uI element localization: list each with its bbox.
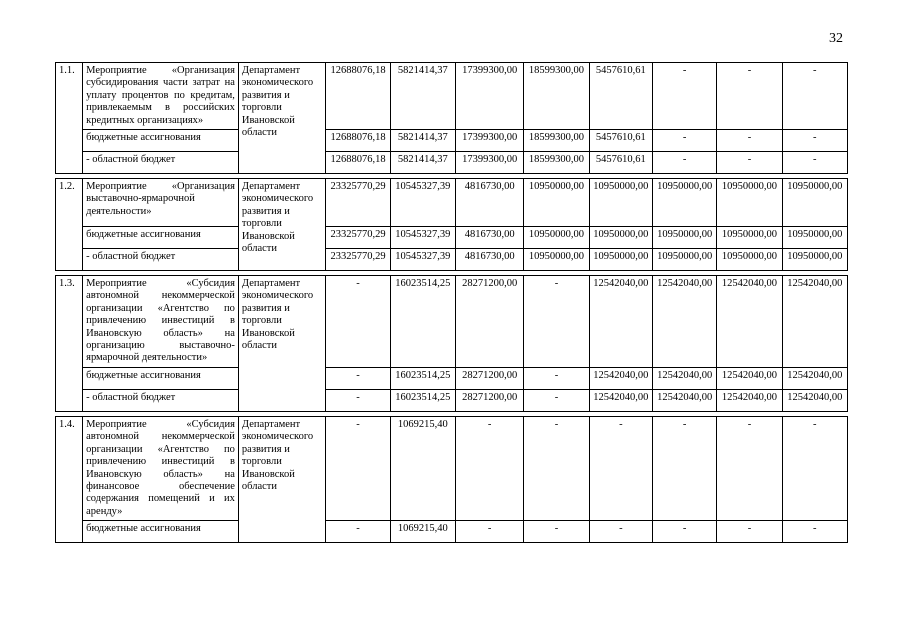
budget-value-5: 10950000,00 (589, 227, 652, 249)
measure-title: Мероприятие «Субсидия автономной некоммерческой организации «Агентство по привлечению инвестиций в Ивановскую область» на организацию выставочно-ярмарочной деятельности» (83, 276, 239, 368)
budget-value-1: - (326, 368, 390, 390)
measure-value-4: - (524, 417, 589, 521)
regional-value-7: - (717, 152, 782, 174)
budget-value-6: - (652, 521, 716, 543)
measure-value-1: 23325770,29 (326, 179, 390, 227)
budget-value-5: - (589, 521, 652, 543)
row-index: 1.4. (56, 417, 83, 543)
budget-value-3: 4816730,00 (455, 227, 523, 249)
responsible-department: Департамент экономического развития и торговли Ивановской области (238, 179, 325, 271)
budget-value-3: 28271200,00 (455, 368, 523, 390)
measure-value-8: - (782, 63, 847, 130)
measure-value-3: 28271200,00 (455, 276, 523, 368)
measure-value-6: 10950000,00 (652, 179, 716, 227)
regional-value-3: 4816730,00 (455, 249, 523, 271)
budget-value-1: 12688076,18 (326, 130, 390, 152)
budget-value-8: 12542040,00 (782, 368, 847, 390)
responsible-department: Департамент экономического развития и торговли Ивановской области (238, 276, 325, 412)
measure-title: Мероприятие «Организация выставочно-ярмарочной деятельности» (83, 179, 239, 227)
table-body (56, 63, 848, 543)
measure-value-1: - (326, 276, 390, 368)
budget-allocations-label: бюджетные ассигнования (83, 130, 239, 152)
regional-value-3: 28271200,00 (455, 390, 523, 412)
measure-value-4: 18599300,00 (524, 63, 589, 130)
measure-value-5: 12542040,00 (589, 276, 652, 368)
table-row (56, 521, 848, 543)
table-row (56, 368, 848, 390)
measure-value-3: 17399300,00 (455, 63, 523, 130)
measure-value-5: - (589, 417, 652, 521)
measure-value-2: 10545327,39 (390, 179, 455, 227)
budget-value-7: 10950000,00 (717, 227, 782, 249)
table-row (56, 152, 848, 174)
regional-value-2: 5821414,37 (390, 152, 455, 174)
regional-value-5: 12542040,00 (589, 390, 652, 412)
measure-value-5: 5457610,61 (589, 63, 652, 130)
budget-value-4: - (524, 368, 589, 390)
budget-value-7: 12542040,00 (717, 368, 782, 390)
row-index: 1.1. (56, 63, 83, 174)
regional-value-6: 12542040,00 (652, 390, 716, 412)
regional-value-3: 17399300,00 (455, 152, 523, 174)
regional-value-8: 10950000,00 (782, 249, 847, 271)
regional-budget-label: - областной бюджет (83, 390, 239, 412)
budget-allocations-label: бюджетные ассигнования (83, 368, 239, 390)
budget-value-4: - (524, 521, 589, 543)
measure-value-2: 16023514,25 (390, 276, 455, 368)
measure-value-8: - (782, 417, 847, 521)
regional-value-5: 5457610,61 (589, 152, 652, 174)
responsible-department: Департамент экономического развития и торговли Ивановской области (238, 63, 325, 174)
measure-value-7: 10950000,00 (717, 179, 782, 227)
regional-value-4: - (524, 390, 589, 412)
table-row (56, 276, 848, 368)
responsible-department: Департамент экономического развития и торговли Ивановской области (238, 417, 325, 543)
regional-value-2: 16023514,25 (390, 390, 455, 412)
page-number: 32 (829, 31, 843, 46)
budget-value-6: 12542040,00 (652, 368, 716, 390)
row-index: 1.3. (56, 276, 83, 412)
table-row (56, 227, 848, 249)
table-row (56, 179, 848, 227)
measure-value-7: 12542040,00 (717, 276, 782, 368)
regional-value-1: - (326, 390, 390, 412)
regional-value-8: - (782, 152, 847, 174)
budget-value-3: - (455, 521, 523, 543)
measure-value-6: - (652, 417, 716, 521)
budget-value-2: 16023514,25 (390, 368, 455, 390)
regional-budget-label: - областной бюджет (83, 249, 239, 271)
table-row (56, 249, 848, 271)
measure-value-3: - (455, 417, 523, 521)
table-row (56, 63, 848, 130)
regional-value-6: - (652, 152, 716, 174)
regional-value-4: 10950000,00 (524, 249, 589, 271)
measure-value-5: 10950000,00 (589, 179, 652, 227)
regional-value-8: 12542040,00 (782, 390, 847, 412)
measure-value-2: 1069215,40 (390, 417, 455, 521)
measure-title: Мероприятие «Субсидия автономной некоммерческой организации «Агентство по привлечению инвестиций в Ивановскую область» на финансовое обеспечение содержания помещений и их аренду» (83, 417, 239, 521)
regional-value-1: 12688076,18 (326, 152, 390, 174)
budget-value-7: - (717, 521, 782, 543)
measure-value-7: - (717, 63, 782, 130)
table-row (56, 417, 848, 521)
budget-value-5: 12542040,00 (589, 368, 652, 390)
measure-value-3: 4816730,00 (455, 179, 523, 227)
measure-value-1: 12688076,18 (326, 63, 390, 130)
regional-value-1: 23325770,29 (326, 249, 390, 271)
regional-value-5: 10950000,00 (589, 249, 652, 271)
budget-value-4: 10950000,00 (524, 227, 589, 249)
budget-value-2: 1069215,40 (390, 521, 455, 543)
measure-value-7: - (717, 417, 782, 521)
budget-value-8: 10950000,00 (782, 227, 847, 249)
table-row (56, 390, 848, 412)
budget-value-1: - (326, 521, 390, 543)
regional-value-7: 10950000,00 (717, 249, 782, 271)
measure-value-6: - (652, 63, 716, 130)
budget-value-7: - (717, 130, 782, 152)
regional-value-6: 10950000,00 (652, 249, 716, 271)
measure-value-8: 10950000,00 (782, 179, 847, 227)
budget-table (55, 62, 848, 543)
budget-value-1: 23325770,29 (326, 227, 390, 249)
budget-value-4: 18599300,00 (524, 130, 589, 152)
row-index: 1.2. (56, 179, 83, 271)
measure-value-1: - (326, 417, 390, 521)
budget-value-8: - (782, 130, 847, 152)
regional-value-4: 18599300,00 (524, 152, 589, 174)
budget-value-6: - (652, 130, 716, 152)
budget-value-5: 5457610,61 (589, 130, 652, 152)
measure-value-6: 12542040,00 (652, 276, 716, 368)
budget-value-6: 10950000,00 (652, 227, 716, 249)
budget-allocations-label: бюджетные ассигнования (83, 521, 239, 543)
measure-value-4: - (524, 276, 589, 368)
budget-value-3: 17399300,00 (455, 130, 523, 152)
table-row (56, 130, 848, 152)
regional-value-7: 12542040,00 (717, 390, 782, 412)
measure-title: Мероприятие «Организация субсидирования части затрат на уплату процентов по кредитам, привлекаемым в российских кредитных организациях» (83, 63, 239, 130)
regional-budget-label: - областной бюджет (83, 152, 239, 174)
measure-value-8: 12542040,00 (782, 276, 847, 368)
budget-value-2: 5821414,37 (390, 130, 455, 152)
budget-allocations-label: бюджетные ассигнования (83, 227, 239, 249)
budget-value-2: 10545327,39 (390, 227, 455, 249)
regional-value-2: 10545327,39 (390, 249, 455, 271)
budget-value-8: - (782, 521, 847, 543)
measure-value-2: 5821414,37 (390, 63, 455, 130)
measure-value-4: 10950000,00 (524, 179, 589, 227)
